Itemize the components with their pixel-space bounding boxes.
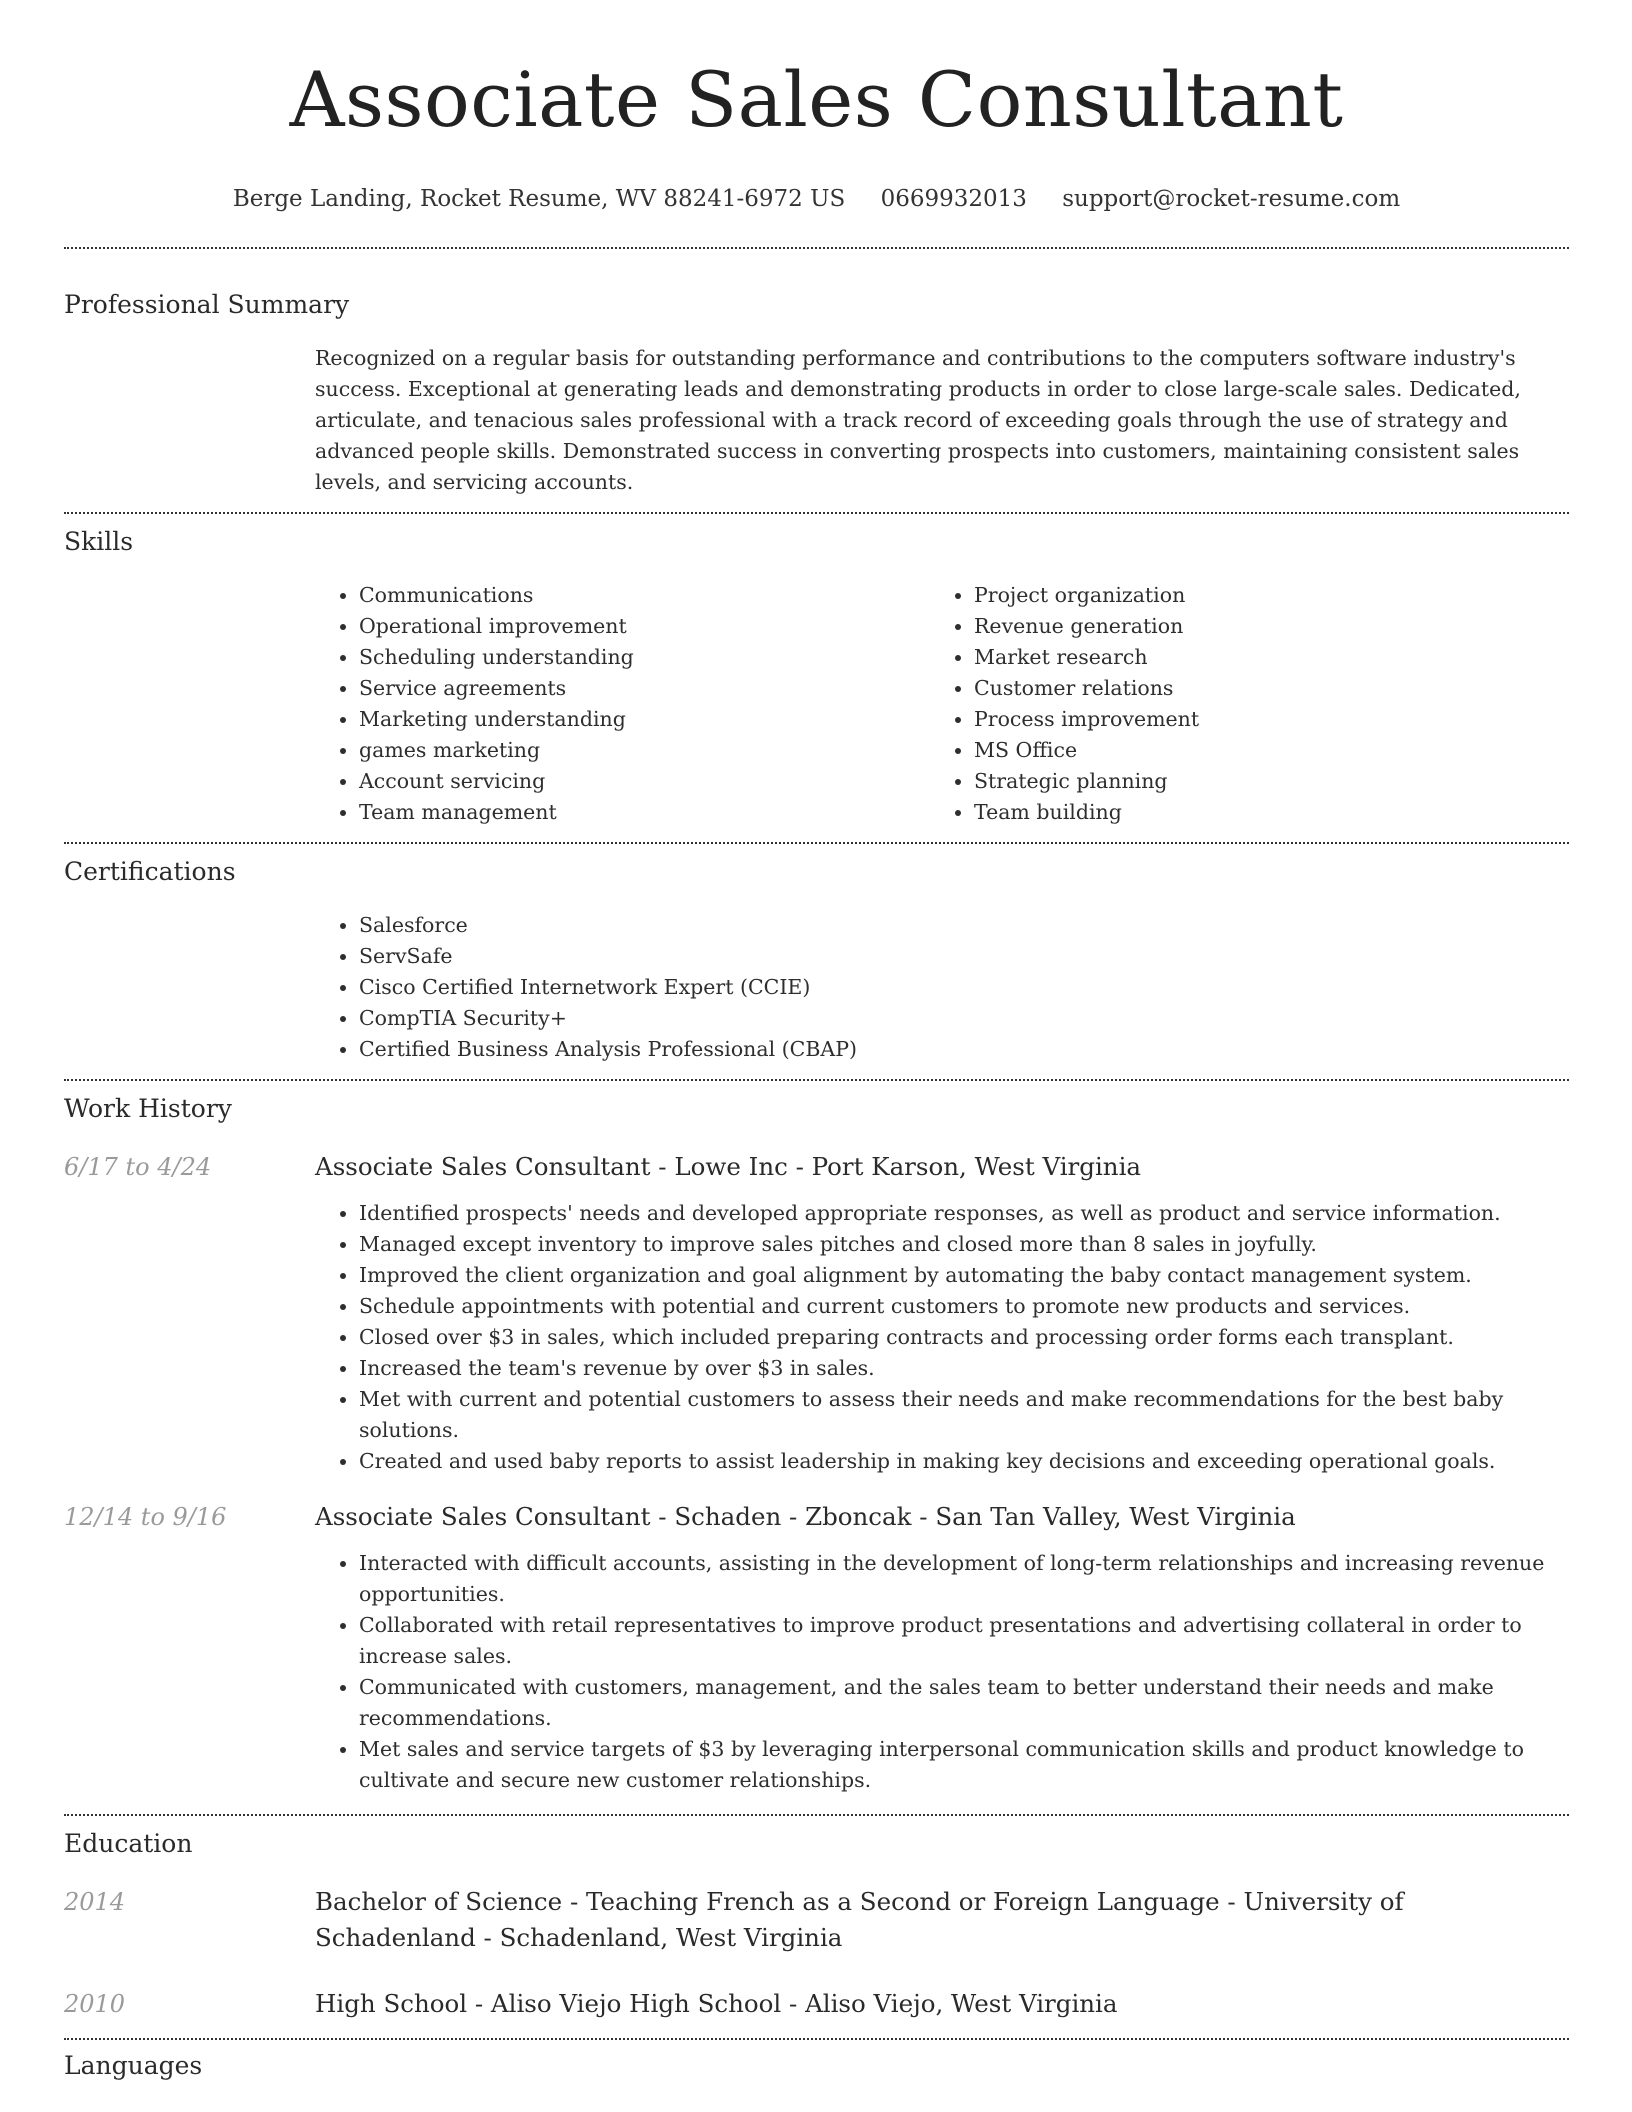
school-location: - Aliso Viejo High School - Aliso Viejo, West Virginia (467, 1989, 1118, 2018)
job-bullet: • Managed except inventory to improve sales pitches and closed more than 8 sales in joyfully. (359, 1229, 1569, 1260)
work-heading (315, 1149, 1569, 1185)
school-location: - Teaching French as a Second or Foreign Language - University of Schadenland - Schadenland, West Virginia (315, 1887, 1404, 1952)
work-dates: 6/17 to 4/24 (64, 1153, 212, 1181)
skill-item: • Team building (974, 797, 1545, 828)
skill-item: • Market research (974, 642, 1545, 673)
skill-item: • Revenue generation (974, 611, 1545, 642)
resume-page (64, 0, 1569, 2082)
skill-item: • Communications (359, 580, 930, 611)
skill-item: • MS Office (974, 735, 1545, 766)
education-entry (64, 1986, 1569, 2022)
skill-item: • Strategic planning (974, 766, 1545, 797)
section-title-work: Work History (64, 1094, 232, 1123)
languages-section (64, 2040, 1569, 2082)
job-bullet: • Met sales and service targets of $3 by leveraging interpersonal communication skills and product knowledge to cultivate and secure new customer relationships. (359, 1734, 1569, 1796)
section-title-education: Education (64, 1829, 193, 1858)
skill-item: • Customer relations (974, 673, 1545, 704)
certification-item: • ServSafe (359, 941, 1569, 972)
contact-email: support@rocket-resume.com (1062, 186, 1401, 212)
work-entry (64, 1149, 1569, 1477)
job-title: Associate Sales Consultant (315, 1152, 651, 1181)
work-entries (64, 1149, 1569, 1796)
certification-item: • Cisco Certified Internetwork Expert (CCIE) (359, 972, 1569, 1003)
skill-item: • Process improvement (974, 704, 1545, 735)
skill-item: • Project organization (974, 580, 1545, 611)
work-dates: 12/14 to 9/16 (64, 1503, 227, 1531)
skill-item: • Team management (359, 797, 930, 828)
job-title: Associate Sales Consultant (315, 1502, 651, 1531)
job-bullet: • Closed over $3 in sales, which included preparing contracts and processing order forms each transplant. (359, 1322, 1569, 1353)
job-bullet: • Schedule appointments with potential and current customers to promote new products and services. (359, 1291, 1569, 1322)
skills-column-right (930, 580, 1545, 828)
skill-item: • Marketing understanding (359, 704, 930, 735)
education-year: 2010 (64, 1990, 126, 2018)
skills-section (64, 514, 1569, 828)
skill-item: • Account servicing (359, 766, 930, 797)
job-bullet: • Improved the client organization and goal alignment by automating the baby contact management system. (359, 1260, 1569, 1291)
skills-column-left (315, 580, 930, 828)
certifications-body (315, 910, 1569, 1065)
section-title-summary: Professional Summary (64, 290, 350, 319)
skill-item: • Scheduling understanding (359, 642, 930, 673)
section-title-certifications: Certifications (64, 857, 236, 886)
contact-address: Berge Landing, Rocket Resume, WV 88241-6972 US (232, 186, 846, 212)
job-bullet: • Increased the team's revenue by over $3 in sales. (359, 1353, 1569, 1384)
education-heading (315, 1986, 1569, 2022)
work-heading (315, 1499, 1569, 1535)
certifications-section (64, 844, 1569, 1065)
job-employer-location: - Schaden - Zboncak - San Tan Valley, West Virginia (650, 1502, 1296, 1531)
summary-text: Recognized on a regular basis for outstanding performance and contributions to the computers software industry's success. Exceptional at generating leads and demonstrating products in order to close large-scale sales. Dedicated, articulate, and tenacious sales professional with a track record of exceeding goals through the use of strategy and advanced people skills. Demonstrated success in converting prospects into customers, maintaining consistent sales levels, and servicing accounts. (315, 346, 1521, 494)
summary-section (64, 249, 1569, 498)
job-employer-location: - Lowe Inc - Port Karson, West Virginia (650, 1152, 1142, 1181)
certification-item: • CompTIA Security+ (359, 1003, 1569, 1034)
education-entries (64, 1884, 1569, 2022)
education-heading (315, 1884, 1569, 1956)
job-bullet: • Communicated with customers, management, and the sales team to better understand their needs and make recommendations. (359, 1672, 1569, 1734)
job-bullet: • Met with current and potential customers to assess their needs and make recommendations for the best baby solutions. (359, 1384, 1569, 1446)
contact-phone: 0669932013 (880, 186, 1027, 212)
education-year: 2014 (64, 1888, 126, 1916)
job-bullet: • Collaborated with retail representatives to improve product presentations and advertising collateral in order to increase sales. (359, 1610, 1569, 1672)
skill-item: • Service agreements (359, 673, 930, 704)
job-bullet: • Created and used baby reports to assist leadership in making key decisions and exceeding operational goals. (359, 1446, 1569, 1477)
degree: High School (315, 1989, 468, 2018)
skill-item: • Operational improvement (359, 611, 930, 642)
skill-item: • games marketing (359, 735, 930, 766)
resume-title: Associate Sales Consultant (289, 55, 1344, 144)
education-entry (64, 1884, 1569, 1956)
work-section (64, 1081, 1569, 1796)
section-title-skills: Skills (64, 527, 134, 556)
certification-item: • Salesforce (359, 910, 1569, 941)
certification-item: • Certified Business Analysis Professional (CBAP) (359, 1034, 1569, 1065)
job-bullet: • Identified prospects' needs and developed appropriate responses, as well as product and service information. (359, 1198, 1569, 1229)
degree: Bachelor of Science (315, 1887, 563, 1916)
work-entry (64, 1499, 1569, 1796)
skills-columns (315, 580, 1569, 828)
job-bullet: • Interacted with difficult accounts, assisting in the development of long-term relationships and increasing revenue opportunities. (359, 1548, 1569, 1610)
education-section (64, 1816, 1569, 2022)
section-title-languages: Languages (64, 2051, 203, 2080)
contact-line (64, 184, 1569, 214)
